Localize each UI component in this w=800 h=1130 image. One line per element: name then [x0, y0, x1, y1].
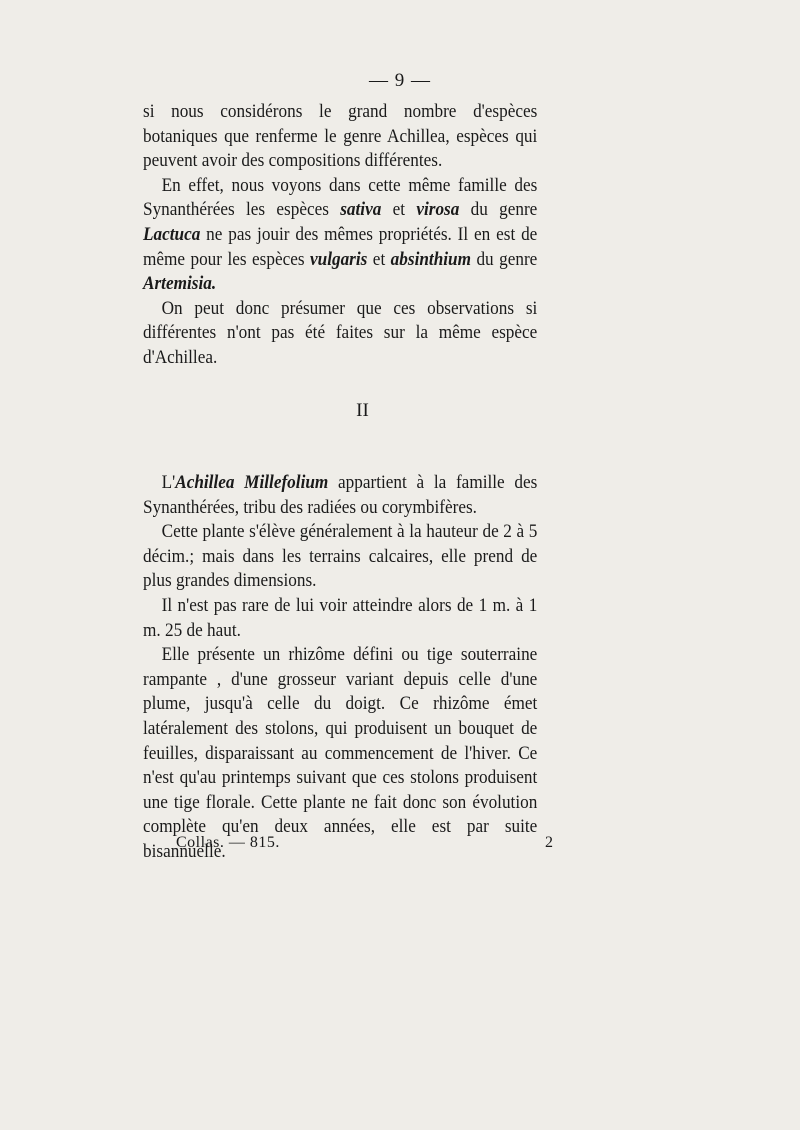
- italic-term: Achillea Millefolium: [175, 473, 329, 493]
- italic-term: Lactuca: [143, 224, 201, 245]
- paragraph: [143, 471, 537, 520]
- italic-term: absinthium: [390, 249, 472, 270]
- text-run: L': [161, 473, 176, 493]
- paragraph: Il n'est pas rare de lui voir atteindre alors de 1 m. à 1 m. 25 de haut.: [143, 595, 538, 641]
- text-block-top: [143, 100, 537, 371]
- text-run: En effet, nous voyons dans cette même famille des Synanthérées les espèces: [143, 175, 538, 221]
- paragraph: Cette plante s'élève généralement à la hauteur de 2 à 5 décim.; mais dans les terrains calcaires, elle prend de plus grandes dimensions.: [143, 522, 538, 592]
- text-run: ne pas jouir des mêmes propriétés. Il en est de même pour les espèces: [143, 224, 538, 270]
- italic-term: Artemisia.: [143, 274, 217, 295]
- text-run: appartient à la famille des Synanthérées, tribu des radiées ou corymbifères.: [143, 473, 538, 518]
- signature-mark: 2: [545, 834, 553, 851]
- italic-term: vulgaris: [309, 249, 368, 270]
- text-run: du genre: [459, 200, 538, 221]
- section-heading: II: [356, 400, 369, 421]
- page-number: — 9 —: [369, 70, 431, 91]
- text-run: et: [381, 200, 417, 221]
- italic-term: sativa: [340, 200, 382, 221]
- paragraph: On peut donc présumer que ces observations si différentes n'ont pas été faites sur la même espèce d'Achillea.: [143, 298, 538, 368]
- paragraph: [143, 174, 537, 297]
- printer-mark: Collas. — 815.: [176, 834, 280, 851]
- paragraph: Elle présente un rhizôme défini ou tige souterraine rampante , d'une grosseur variant depuis celle d'une plume, jusqu'à celle du doigt. Ce rhizôme émet latéralement des stolons, qui produisent un bouquet de feuilles, disparaissant au commencement de l'hiver. Ce n'est qu'au printemps suivant que ces stolons produisent une tige florale. Cette plante ne fait donc son évolution complète qu'en deux années, elle est par suite bisannuelle.: [143, 645, 538, 862]
- italic-term: virosa: [416, 200, 460, 221]
- text-run: du genre: [471, 249, 538, 270]
- text-run: et: [367, 249, 391, 270]
- text-block-bottom: [143, 471, 537, 865]
- paragraph: si nous considérons le grand nombre d'espèces botaniques que renferme le genre Achillea, espèces qui peuvent avoir des compositions différentes.: [143, 102, 538, 172]
